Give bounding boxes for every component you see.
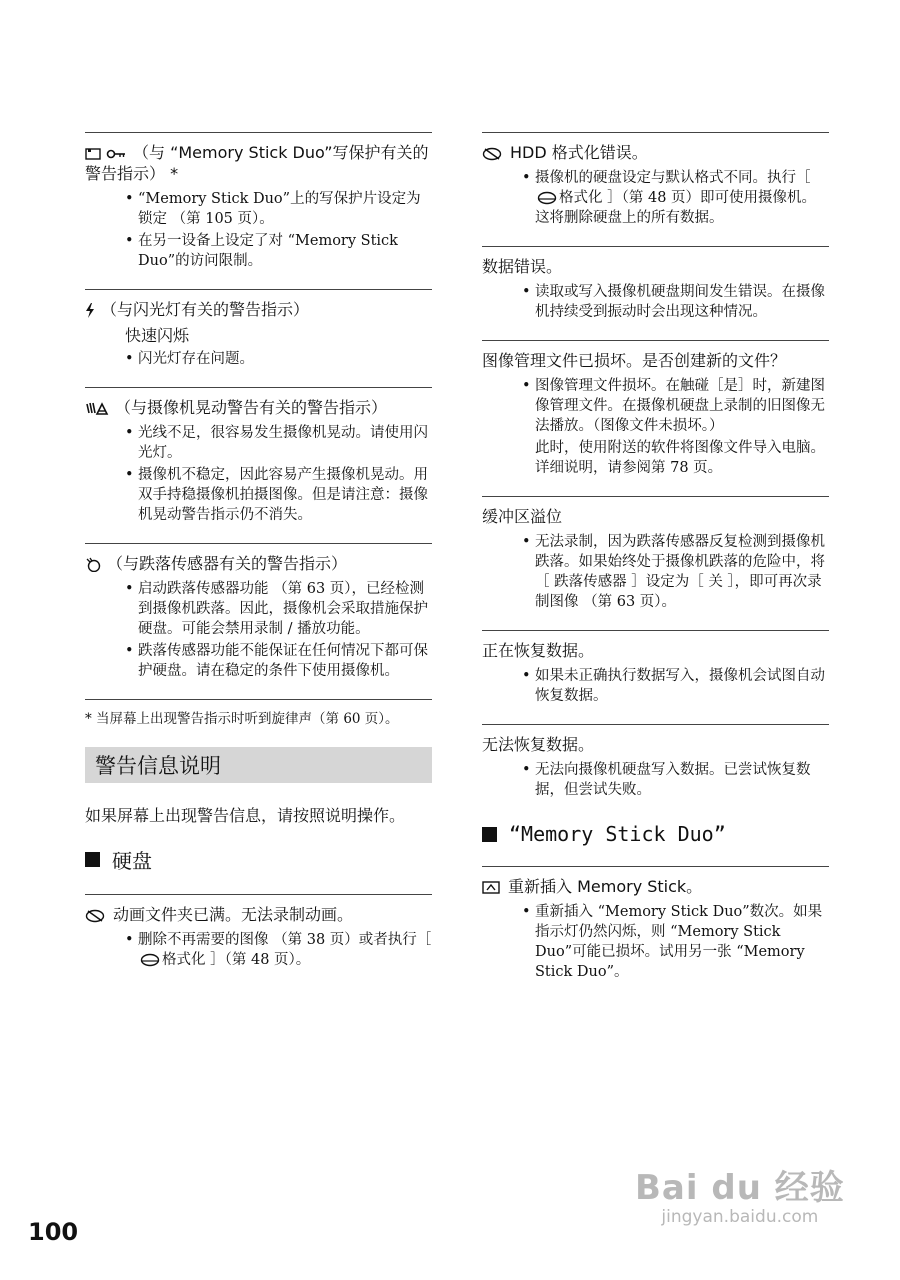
message-reinsert-memory-stick <box>482 866 829 1000</box>
list-item: • 跌落传感器功能不能保证在任何情况下都可保护硬盘。请在稳定的条件下使用摄像机。 <box>85 641 432 681</box>
warning-camera-shake <box>85 387 432 543</box>
list-item: • 摄像机的硬盘设定与默认格式不同。执行［格式化 ］（第 48 页）即可使用摄像机。这将删除硬盘上的所有数据。 <box>482 168 829 228</box>
memory-stick-heading: “Memory Stick Duo” <box>482 822 829 846</box>
message-buffer-overflow <box>482 496 829 630</box>
section-heading: HDD 格式化错误。 <box>482 142 829 163</box>
list-item: • 光线不足，很容易发生摄像机晃动。请使用闪光灯。 <box>85 423 432 463</box>
hdd-error-icon <box>85 908 107 923</box>
list-item: • 在另一设备上设定了对 “Memory Stick Duo”的访问限制。 <box>85 231 432 271</box>
left-column <box>85 132 432 988</box>
hdd-icon <box>140 953 160 967</box>
message-recovering-data <box>482 630 829 724</box>
hdd-heading: 硬盘 <box>85 845 432 874</box>
warning-drop-sensor <box>85 543 432 699</box>
message-image-db-damaged <box>482 340 829 496</box>
list-item-continued: 此时，使用附送的软件将图像文件导入电脑。详细说明，请参阅第 78 页。 <box>535 440 825 476</box>
list-item: • 摄像机不稳定，因此容易产生摄像机晃动。用双手持稳摄像机拍摄图像。但是请注意：摄像机晃动警告指示仍不消失。 <box>85 465 432 525</box>
divider <box>85 699 432 700</box>
section-heading: （与闪光灯有关的警告指示） <box>85 299 432 320</box>
hdd-icon <box>537 191 557 205</box>
camera-shake-icon <box>85 401 109 416</box>
footnote: * 当屏幕上出现警告指示时听到旋律声（第 60 页）。 <box>85 711 399 727</box>
warning-memory-stick-write-protect <box>85 132 432 289</box>
drop-sensor-icon <box>85 557 101 572</box>
section-title: 警告信息说明 <box>95 754 221 778</box>
hdd-error-icon <box>482 146 504 161</box>
section-heading: （与摄像机晃动警告有关的警告指示） <box>85 397 432 418</box>
section-heading: 图像管理文件已损坏。是否创建新的文件？ <box>482 351 787 370</box>
section-heading: 正在恢复数据。 <box>482 641 595 660</box>
square-bullet-icon <box>482 827 497 842</box>
message-data-error <box>482 246 829 340</box>
section-heading: 无法恢复数据。 <box>482 735 595 754</box>
list-item: • 重新插入 “Memory Stick Duo”数次。如果指示灯仍然闪烁，则 “Memory Stick Duo”可能已损坏。试用另一张 “Memory Stick Duo”。 <box>482 902 829 982</box>
message-hdd-format-error <box>482 132 829 246</box>
memory-stick-reinsert-icon <box>482 880 502 895</box>
watermark <box>635 1160 845 1227</box>
section-heading: （与 “Memory Stick Duo”写保护有关的警告指示） * <box>85 143 429 183</box>
message-cannot-recover <box>482 724 829 818</box>
page-number: 100 <box>28 1218 79 1246</box>
list-item: • 闪光灯存在问题。 <box>85 349 432 369</box>
section-heading: 重新插入 Memory Stick。 <box>482 876 829 897</box>
watermark-url: jingyan.baidu.com <box>661 1207 819 1227</box>
section-heading: 缓冲区溢位 <box>482 507 563 526</box>
warning-flash <box>85 289 432 387</box>
list-item: • 无法录制，因为跌落传感器反复检测到摄像机跌落。如果始终处于摄像机跌落的危险中，将［ 跌落传感器 ］设定为［ 关 ］，即可再次录制图像 （第 63 页）。 <box>482 532 829 612</box>
list-item: • 无法向摄像机硬盘写入数据。已尝试恢复数据，但尝试失败。 <box>482 760 829 800</box>
section-heading: 动画文件夹已满。无法录制动画。 <box>85 904 432 925</box>
list-item: • 图像管理文件损坏。在触碰［是］时，新建图像管理文件。在摄像机硬盘上录制的旧图像无法播放。（图像文件未损坏。） <box>482 376 829 436</box>
list-item: • 读取或写入摄像机硬盘期间发生错误。在摄像机持续受到振动时会出现这种情况。 <box>482 282 829 322</box>
sub-heading: 快速闪烁 <box>125 326 190 345</box>
message-folder-full <box>85 894 432 988</box>
list-item: • 启动跌落传感器功能 （第 63 页），已经检测到摄像机跌落。因此，摄像机会采取措施保护硬盘。可能会禁用录制 / 播放功能。 <box>85 579 432 639</box>
flash-icon <box>85 303 95 318</box>
watermark-logo: Bai du 经验 <box>635 1168 845 1208</box>
intro-text: 如果屏幕上出现警告信息，请按照说明操作。 <box>85 806 406 825</box>
section-title-bar <box>85 747 432 783</box>
section-heading: （与跌落传感器有关的警告指示） <box>85 553 432 574</box>
square-bullet-icon <box>85 852 100 867</box>
memory-stick-lock-icon <box>85 147 127 161</box>
list-item: • 如果未正确执行数据写入，摄像机会试图自动恢复数据。 <box>482 666 829 706</box>
list-item: • “Memory Stick Duo”上的写保护片设定为锁定 （第 105 页）。 <box>85 189 432 229</box>
list-item: • 删除不再需要的图像 （第 38 页）或者执行［格式化 ］（第 48 页）。 <box>85 930 432 970</box>
section-heading: 数据错误。 <box>482 257 563 276</box>
right-column <box>482 132 829 1000</box>
